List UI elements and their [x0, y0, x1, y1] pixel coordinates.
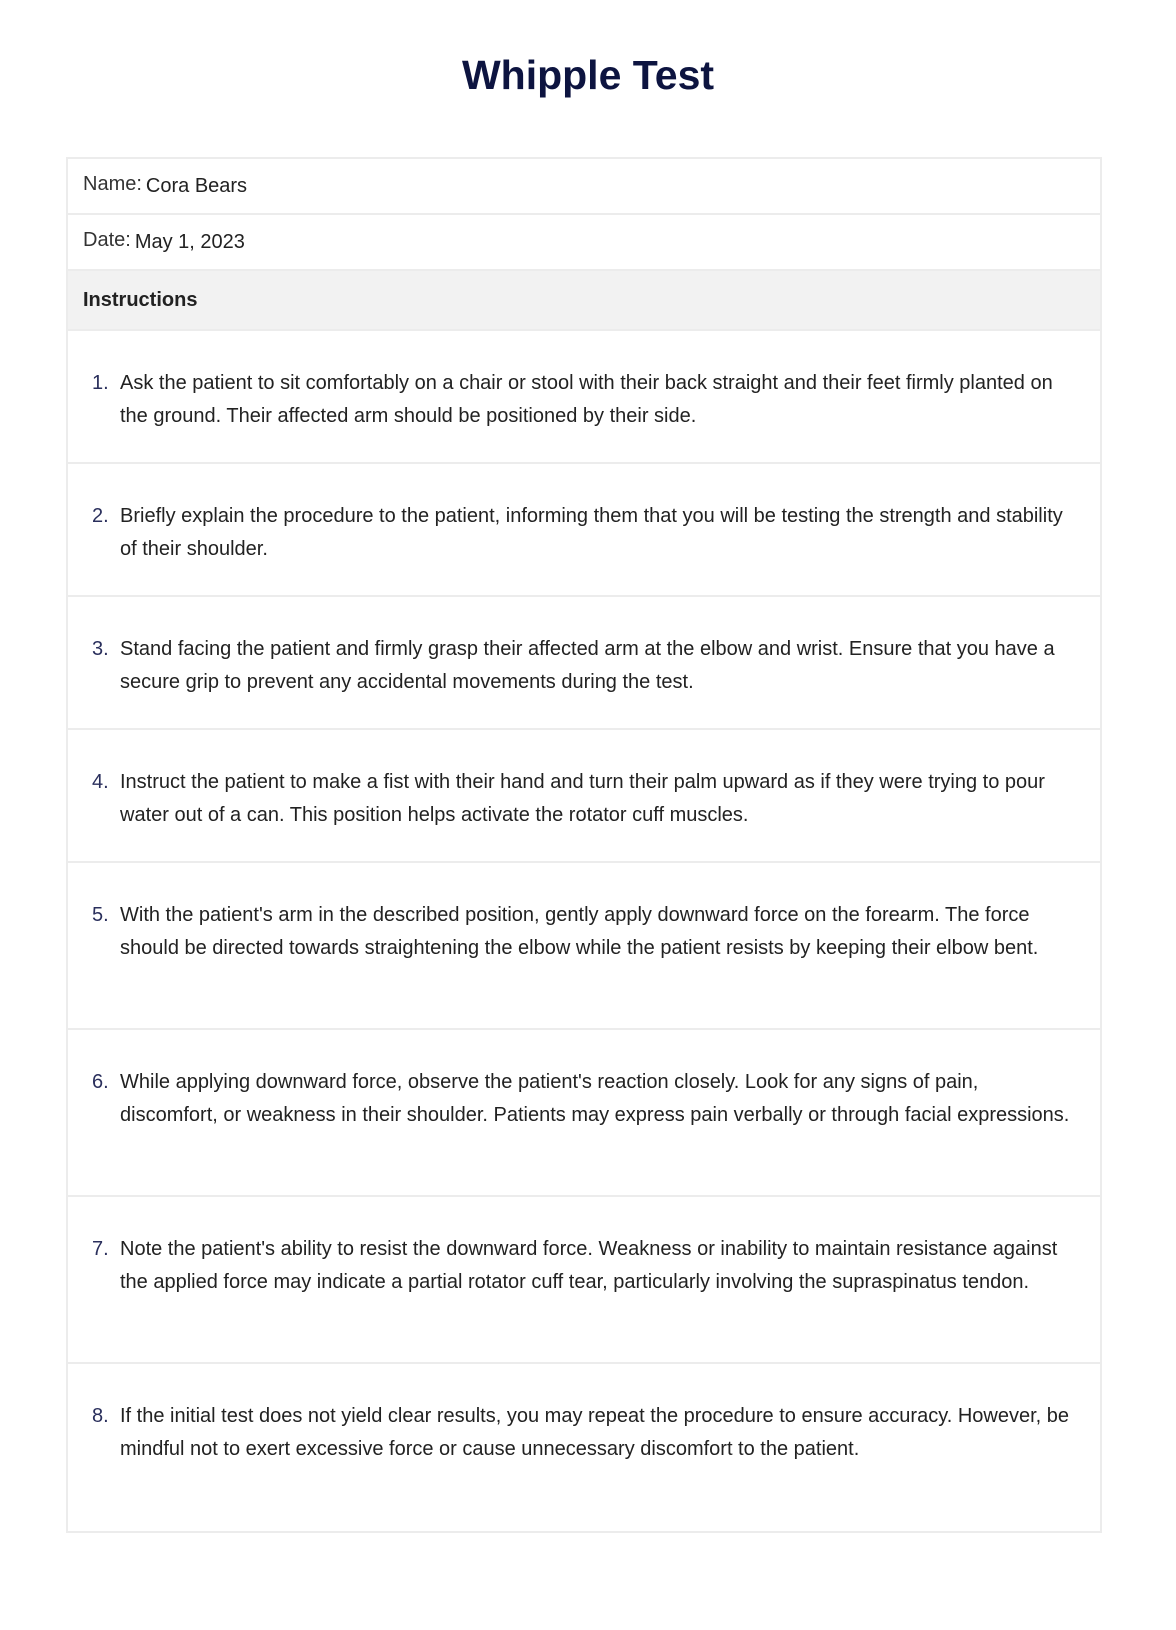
step-number: 2.	[92, 505, 109, 527]
step-number: 5.	[92, 904, 109, 926]
instruction-step	[68, 863, 1100, 1030]
step-number: 7.	[92, 1238, 109, 1260]
instruction-step	[68, 597, 1100, 730]
step-text: While applying downward force, observe the patient's reaction closely. Look for any signs of pain, discomfort, or weakness in their shoulder. Patients may express pain verbally or through facial expressions.	[120, 1071, 1070, 1126]
step-number: 1.	[92, 372, 109, 394]
step-text: With the patient's arm in the described position, gently apply downward force on the forearm. The force should be directed towards straightening the elbow while the patient resists by keeping their elbow bent.	[120, 904, 1039, 959]
date-label: Date:	[83, 228, 131, 251]
name-value: Cora Bears	[145, 174, 248, 197]
step-text: Instruct the patient to make a fist with their hand and turn their palm upward as if they were trying to pour water out of a can. This position helps activate the rotator cuff muscles.	[120, 771, 1045, 826]
step-number: 3.	[92, 638, 109, 660]
step-text: Stand facing the patient and firmly grasp their affected arm at the elbow and wrist. Ensure that you have a secure grip to prevent any accidental movements during the test.	[120, 638, 1055, 693]
instruction-step	[68, 730, 1100, 863]
page-title: Whipple Test	[461, 52, 715, 98]
instruction-step	[68, 1364, 1100, 1531]
instruction-step	[68, 1197, 1100, 1364]
step-number: 4.	[92, 771, 109, 793]
instruction-step	[68, 331, 1100, 464]
date-value: May 1, 2023	[134, 230, 245, 253]
step-text: Ask the patient to sit comfortably on a chair or stool with their back straight and their feet firmly planted on the ground. Their affected arm should be positioned by their side.	[120, 372, 1053, 427]
step-text: Briefly explain the procedure to the patient, informing them that you will be testing the strength and stability of their shoulder.	[120, 505, 1063, 560]
step-text: If the initial test does not yield clear results, you may repeat the procedure to ensure accuracy. However, be mindful not to exert excessive force or cause unnecessary discomfort to the patient.	[120, 1405, 1070, 1460]
name-row	[68, 159, 1100, 215]
form-table	[66, 157, 1102, 1533]
step-text: Note the patient's ability to resist the downward force. Weakness or inability to maintain resistance against the applied force may indicate a partial rotator cuff tear, particularly involving the supraspinatus tendon.	[120, 1238, 1058, 1293]
instruction-step	[68, 1030, 1100, 1197]
instruction-step	[68, 464, 1100, 597]
step-number: 8.	[92, 1405, 109, 1427]
name-label: Name:	[83, 172, 142, 195]
step-number: 6.	[92, 1071, 109, 1093]
date-row	[68, 215, 1100, 271]
instructions-heading: Instructions	[68, 271, 1100, 331]
